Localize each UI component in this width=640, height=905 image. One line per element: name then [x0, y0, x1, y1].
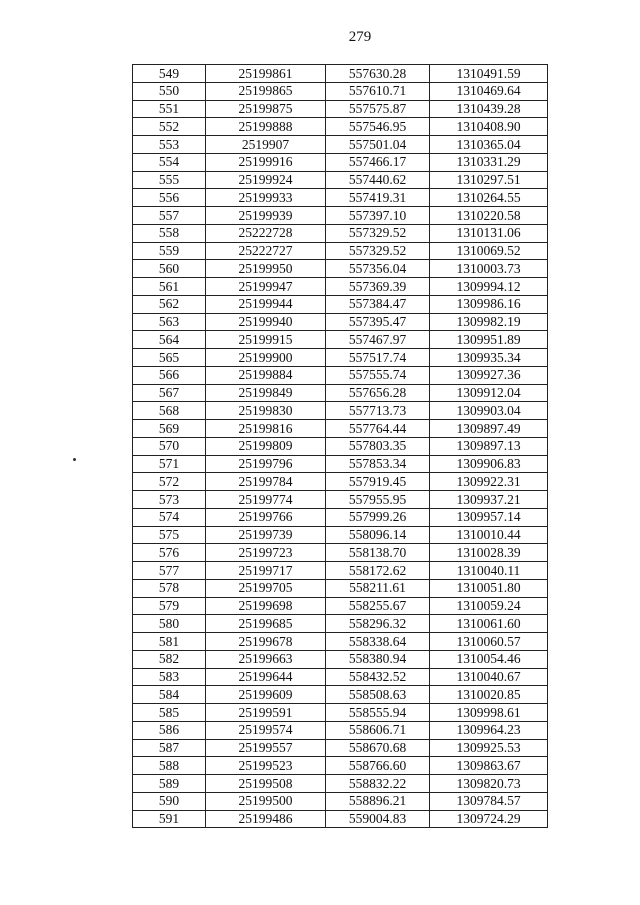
x-coordinate-cell: 557955.95	[326, 491, 430, 509]
point-number-cell: 574	[133, 508, 206, 526]
point-number-cell: 575	[133, 526, 206, 544]
x-coordinate-cell: 557630.28	[326, 65, 430, 83]
y-coordinate-cell: 1310264.55	[430, 189, 548, 207]
x-coordinate-cell: 557517.74	[326, 349, 430, 367]
x-coordinate-cell: 558296.32	[326, 615, 430, 633]
y-coordinate-cell: 1309957.14	[430, 508, 548, 526]
point-number-cell: 556	[133, 189, 206, 207]
point-id-cell: 25199508	[206, 775, 326, 793]
point-id-cell: 25199916	[206, 153, 326, 171]
point-id-cell: 25199663	[206, 650, 326, 668]
point-id-cell: 25199939	[206, 207, 326, 225]
table-row	[133, 65, 548, 83]
y-coordinate-cell: 1310297.51	[430, 171, 548, 189]
point-id-cell: 25199796	[206, 455, 326, 473]
point-id-cell: 25199766	[206, 508, 326, 526]
y-coordinate-cell: 1309897.49	[430, 420, 548, 438]
y-coordinate-cell: 1309994.12	[430, 278, 548, 296]
y-coordinate-cell: 1310059.24	[430, 597, 548, 615]
y-coordinate-cell: 1309927.36	[430, 366, 548, 384]
point-number-cell: 549	[133, 65, 206, 83]
y-coordinate-cell: 1310003.73	[430, 260, 548, 278]
table-row	[133, 668, 548, 686]
point-number-cell: 585	[133, 704, 206, 722]
x-coordinate-cell: 558432.52	[326, 668, 430, 686]
y-coordinate-cell: 1309906.83	[430, 455, 548, 473]
table-row	[133, 526, 548, 544]
point-number-cell: 581	[133, 633, 206, 651]
point-id-cell: 25199830	[206, 402, 326, 420]
point-id-cell: 25199784	[206, 473, 326, 491]
x-coordinate-cell: 557656.28	[326, 384, 430, 402]
table-row	[133, 739, 548, 757]
point-id-cell: 25199940	[206, 313, 326, 331]
point-id-cell: 25199865	[206, 82, 326, 100]
point-number-cell: 580	[133, 615, 206, 633]
point-id-cell: 25199500	[206, 792, 326, 810]
table-row	[133, 153, 548, 171]
x-coordinate-cell: 557610.71	[326, 82, 430, 100]
point-number-cell: 570	[133, 437, 206, 455]
table-row	[133, 313, 548, 331]
point-number-cell: 559	[133, 242, 206, 260]
x-coordinate-cell: 557501.04	[326, 136, 430, 154]
table-row	[133, 775, 548, 793]
table-row	[133, 331, 548, 349]
point-id-cell: 25199723	[206, 544, 326, 562]
x-coordinate-cell: 557329.52	[326, 224, 430, 242]
y-coordinate-cell: 1309922.31	[430, 473, 548, 491]
point-id-cell: 25199816	[206, 420, 326, 438]
point-number-cell: 584	[133, 686, 206, 704]
point-id-cell: 25199944	[206, 295, 326, 313]
x-coordinate-cell: 558338.64	[326, 633, 430, 651]
x-coordinate-cell: 557713.73	[326, 402, 430, 420]
y-coordinate-cell: 1310131.06	[430, 224, 548, 242]
page-number: 279	[348, 29, 372, 45]
table-row	[133, 260, 548, 278]
x-coordinate-cell: 558766.60	[326, 757, 430, 775]
point-id-cell: 25199933	[206, 189, 326, 207]
point-number-cell: 577	[133, 562, 206, 580]
x-coordinate-cell: 557369.39	[326, 278, 430, 296]
table-row	[133, 189, 548, 207]
point-number-cell: 560	[133, 260, 206, 278]
point-number-cell: 565	[133, 349, 206, 367]
point-id-cell: 2519907	[206, 136, 326, 154]
y-coordinate-cell: 1310054.46	[430, 650, 548, 668]
point-id-cell: 25199739	[206, 526, 326, 544]
point-number-cell: 562	[133, 295, 206, 313]
point-number-cell: 564	[133, 331, 206, 349]
table-row	[133, 491, 548, 509]
y-coordinate-cell: 1310469.64	[430, 82, 548, 100]
point-id-cell: 25199678	[206, 633, 326, 651]
point-number-cell: 553	[133, 136, 206, 154]
point-id-cell: 25199609	[206, 686, 326, 704]
y-coordinate-cell: 1309863.67	[430, 757, 548, 775]
point-id-cell: 25222727	[206, 242, 326, 260]
table-row	[133, 118, 548, 136]
x-coordinate-cell: 558255.67	[326, 597, 430, 615]
point-number-cell: 588	[133, 757, 206, 775]
y-coordinate-cell: 1310010.44	[430, 526, 548, 544]
point-number-cell: 583	[133, 668, 206, 686]
point-id-cell: 25199717	[206, 562, 326, 580]
table-row	[133, 224, 548, 242]
y-coordinate-cell: 1310020.85	[430, 686, 548, 704]
point-number-cell: 571	[133, 455, 206, 473]
point-number-cell: 586	[133, 721, 206, 739]
point-id-cell: 25222728	[206, 224, 326, 242]
x-coordinate-cell: 557803.35	[326, 437, 430, 455]
table-row	[133, 100, 548, 118]
y-coordinate-cell: 1310220.58	[430, 207, 548, 225]
point-number-cell: 591	[133, 810, 206, 828]
point-number-cell: 567	[133, 384, 206, 402]
x-coordinate-cell: 557546.95	[326, 118, 430, 136]
point-id-cell: 25199591	[206, 704, 326, 722]
x-coordinate-cell: 557575.87	[326, 100, 430, 118]
point-number-cell: 587	[133, 739, 206, 757]
table-row	[133, 704, 548, 722]
point-id-cell: 25199557	[206, 739, 326, 757]
x-coordinate-cell: 558211.61	[326, 579, 430, 597]
point-number-cell: 563	[133, 313, 206, 331]
table-row	[133, 686, 548, 704]
x-coordinate-cell: 557999.26	[326, 508, 430, 526]
table-row	[133, 597, 548, 615]
point-number-cell: 578	[133, 579, 206, 597]
point-number-cell: 558	[133, 224, 206, 242]
x-coordinate-cell: 558380.94	[326, 650, 430, 668]
point-id-cell: 25199809	[206, 437, 326, 455]
y-coordinate-cell: 1309724.29	[430, 810, 548, 828]
y-coordinate-cell: 1310060.57	[430, 633, 548, 651]
point-number-cell: 573	[133, 491, 206, 509]
table-row	[133, 278, 548, 296]
y-coordinate-cell: 1310408.90	[430, 118, 548, 136]
table-row	[133, 721, 548, 739]
y-coordinate-cell: 1310331.29	[430, 153, 548, 171]
table-row	[133, 792, 548, 810]
x-coordinate-cell: 557384.47	[326, 295, 430, 313]
table-row	[133, 633, 548, 651]
y-coordinate-cell: 1310439.28	[430, 100, 548, 118]
y-coordinate-cell: 1309784.57	[430, 792, 548, 810]
point-number-cell: 572	[133, 473, 206, 491]
point-number-cell: 551	[133, 100, 206, 118]
y-coordinate-cell: 1309982.19	[430, 313, 548, 331]
point-number-cell: 590	[133, 792, 206, 810]
y-coordinate-cell: 1310365.04	[430, 136, 548, 154]
point-number-cell: 561	[133, 278, 206, 296]
point-id-cell: 25199915	[206, 331, 326, 349]
point-number-cell: 579	[133, 597, 206, 615]
point-number-cell: 589	[133, 775, 206, 793]
x-coordinate-cell: 558606.71	[326, 721, 430, 739]
y-coordinate-cell: 1310491.59	[430, 65, 548, 83]
table-row	[133, 402, 548, 420]
table-row	[133, 295, 548, 313]
y-coordinate-cell: 1309937.21	[430, 491, 548, 509]
point-number-cell: 568	[133, 402, 206, 420]
stray-mark	[73, 458, 76, 461]
x-coordinate-cell: 557853.34	[326, 455, 430, 473]
y-coordinate-cell: 1309935.34	[430, 349, 548, 367]
table-row	[133, 757, 548, 775]
x-coordinate-cell: 558896.21	[326, 792, 430, 810]
y-coordinate-cell: 1309903.04	[430, 402, 548, 420]
point-id-cell: 25199947	[206, 278, 326, 296]
point-id-cell: 25199698	[206, 597, 326, 615]
point-number-cell: 557	[133, 207, 206, 225]
point-id-cell: 25199705	[206, 579, 326, 597]
y-coordinate-cell: 1310051.80	[430, 579, 548, 597]
y-coordinate-cell: 1310028.39	[430, 544, 548, 562]
table-row	[133, 420, 548, 438]
table-row	[133, 615, 548, 633]
y-coordinate-cell: 1309964.23	[430, 721, 548, 739]
x-coordinate-cell: 558172.62	[326, 562, 430, 580]
x-coordinate-cell: 559004.83	[326, 810, 430, 828]
point-number-cell: 582	[133, 650, 206, 668]
y-coordinate-cell: 1309912.04	[430, 384, 548, 402]
point-number-cell: 576	[133, 544, 206, 562]
point-id-cell: 25199861	[206, 65, 326, 83]
coordinates-table	[132, 64, 548, 828]
y-coordinate-cell: 1310069.52	[430, 242, 548, 260]
table-row	[133, 242, 548, 260]
x-coordinate-cell: 557467.97	[326, 331, 430, 349]
x-coordinate-cell: 557440.62	[326, 171, 430, 189]
y-coordinate-cell: 1309951.89	[430, 331, 548, 349]
x-coordinate-cell: 558832.22	[326, 775, 430, 793]
table-row	[133, 455, 548, 473]
x-coordinate-cell: 558138.70	[326, 544, 430, 562]
point-id-cell: 25199774	[206, 491, 326, 509]
x-coordinate-cell: 557329.52	[326, 242, 430, 260]
y-coordinate-cell: 1310040.67	[430, 668, 548, 686]
y-coordinate-cell: 1309998.61	[430, 704, 548, 722]
table-row	[133, 366, 548, 384]
table-row	[133, 437, 548, 455]
point-id-cell: 25199644	[206, 668, 326, 686]
coordinates-table-body	[133, 65, 548, 828]
point-id-cell: 25199900	[206, 349, 326, 367]
point-id-cell: 25199875	[206, 100, 326, 118]
x-coordinate-cell: 557397.10	[326, 207, 430, 225]
table-row	[133, 207, 548, 225]
x-coordinate-cell: 558555.94	[326, 704, 430, 722]
point-number-cell: 555	[133, 171, 206, 189]
point-id-cell: 25199888	[206, 118, 326, 136]
table-row	[133, 650, 548, 668]
point-id-cell: 25199574	[206, 721, 326, 739]
x-coordinate-cell: 557764.44	[326, 420, 430, 438]
point-id-cell: 25199884	[206, 366, 326, 384]
y-coordinate-cell: 1309820.73	[430, 775, 548, 793]
table-row	[133, 579, 548, 597]
x-coordinate-cell: 558096.14	[326, 526, 430, 544]
point-number-cell: 554	[133, 153, 206, 171]
table-row	[133, 562, 548, 580]
table-row	[133, 810, 548, 828]
x-coordinate-cell: 558670.68	[326, 739, 430, 757]
point-id-cell: 25199849	[206, 384, 326, 402]
x-coordinate-cell: 557466.17	[326, 153, 430, 171]
y-coordinate-cell: 1310061.60	[430, 615, 548, 633]
y-coordinate-cell: 1310040.11	[430, 562, 548, 580]
table-row	[133, 384, 548, 402]
table-row	[133, 349, 548, 367]
x-coordinate-cell: 557919.45	[326, 473, 430, 491]
y-coordinate-cell: 1309986.16	[430, 295, 548, 313]
x-coordinate-cell: 558508.63	[326, 686, 430, 704]
x-coordinate-cell: 557395.47	[326, 313, 430, 331]
point-number-cell: 552	[133, 118, 206, 136]
point-id-cell: 25199523	[206, 757, 326, 775]
x-coordinate-cell: 557419.31	[326, 189, 430, 207]
point-number-cell: 569	[133, 420, 206, 438]
point-number-cell: 566	[133, 366, 206, 384]
table-row	[133, 544, 548, 562]
point-id-cell: 25199950	[206, 260, 326, 278]
y-coordinate-cell: 1309897.13	[430, 437, 548, 455]
table-row	[133, 136, 548, 154]
table-row	[133, 473, 548, 491]
x-coordinate-cell: 557555.74	[326, 366, 430, 384]
x-coordinate-cell: 557356.04	[326, 260, 430, 278]
y-coordinate-cell: 1309925.53	[430, 739, 548, 757]
table-row	[133, 82, 548, 100]
point-id-cell: 25199486	[206, 810, 326, 828]
table-row	[133, 508, 548, 526]
table-row	[133, 171, 548, 189]
point-number-cell: 550	[133, 82, 206, 100]
point-id-cell: 25199924	[206, 171, 326, 189]
point-id-cell: 25199685	[206, 615, 326, 633]
